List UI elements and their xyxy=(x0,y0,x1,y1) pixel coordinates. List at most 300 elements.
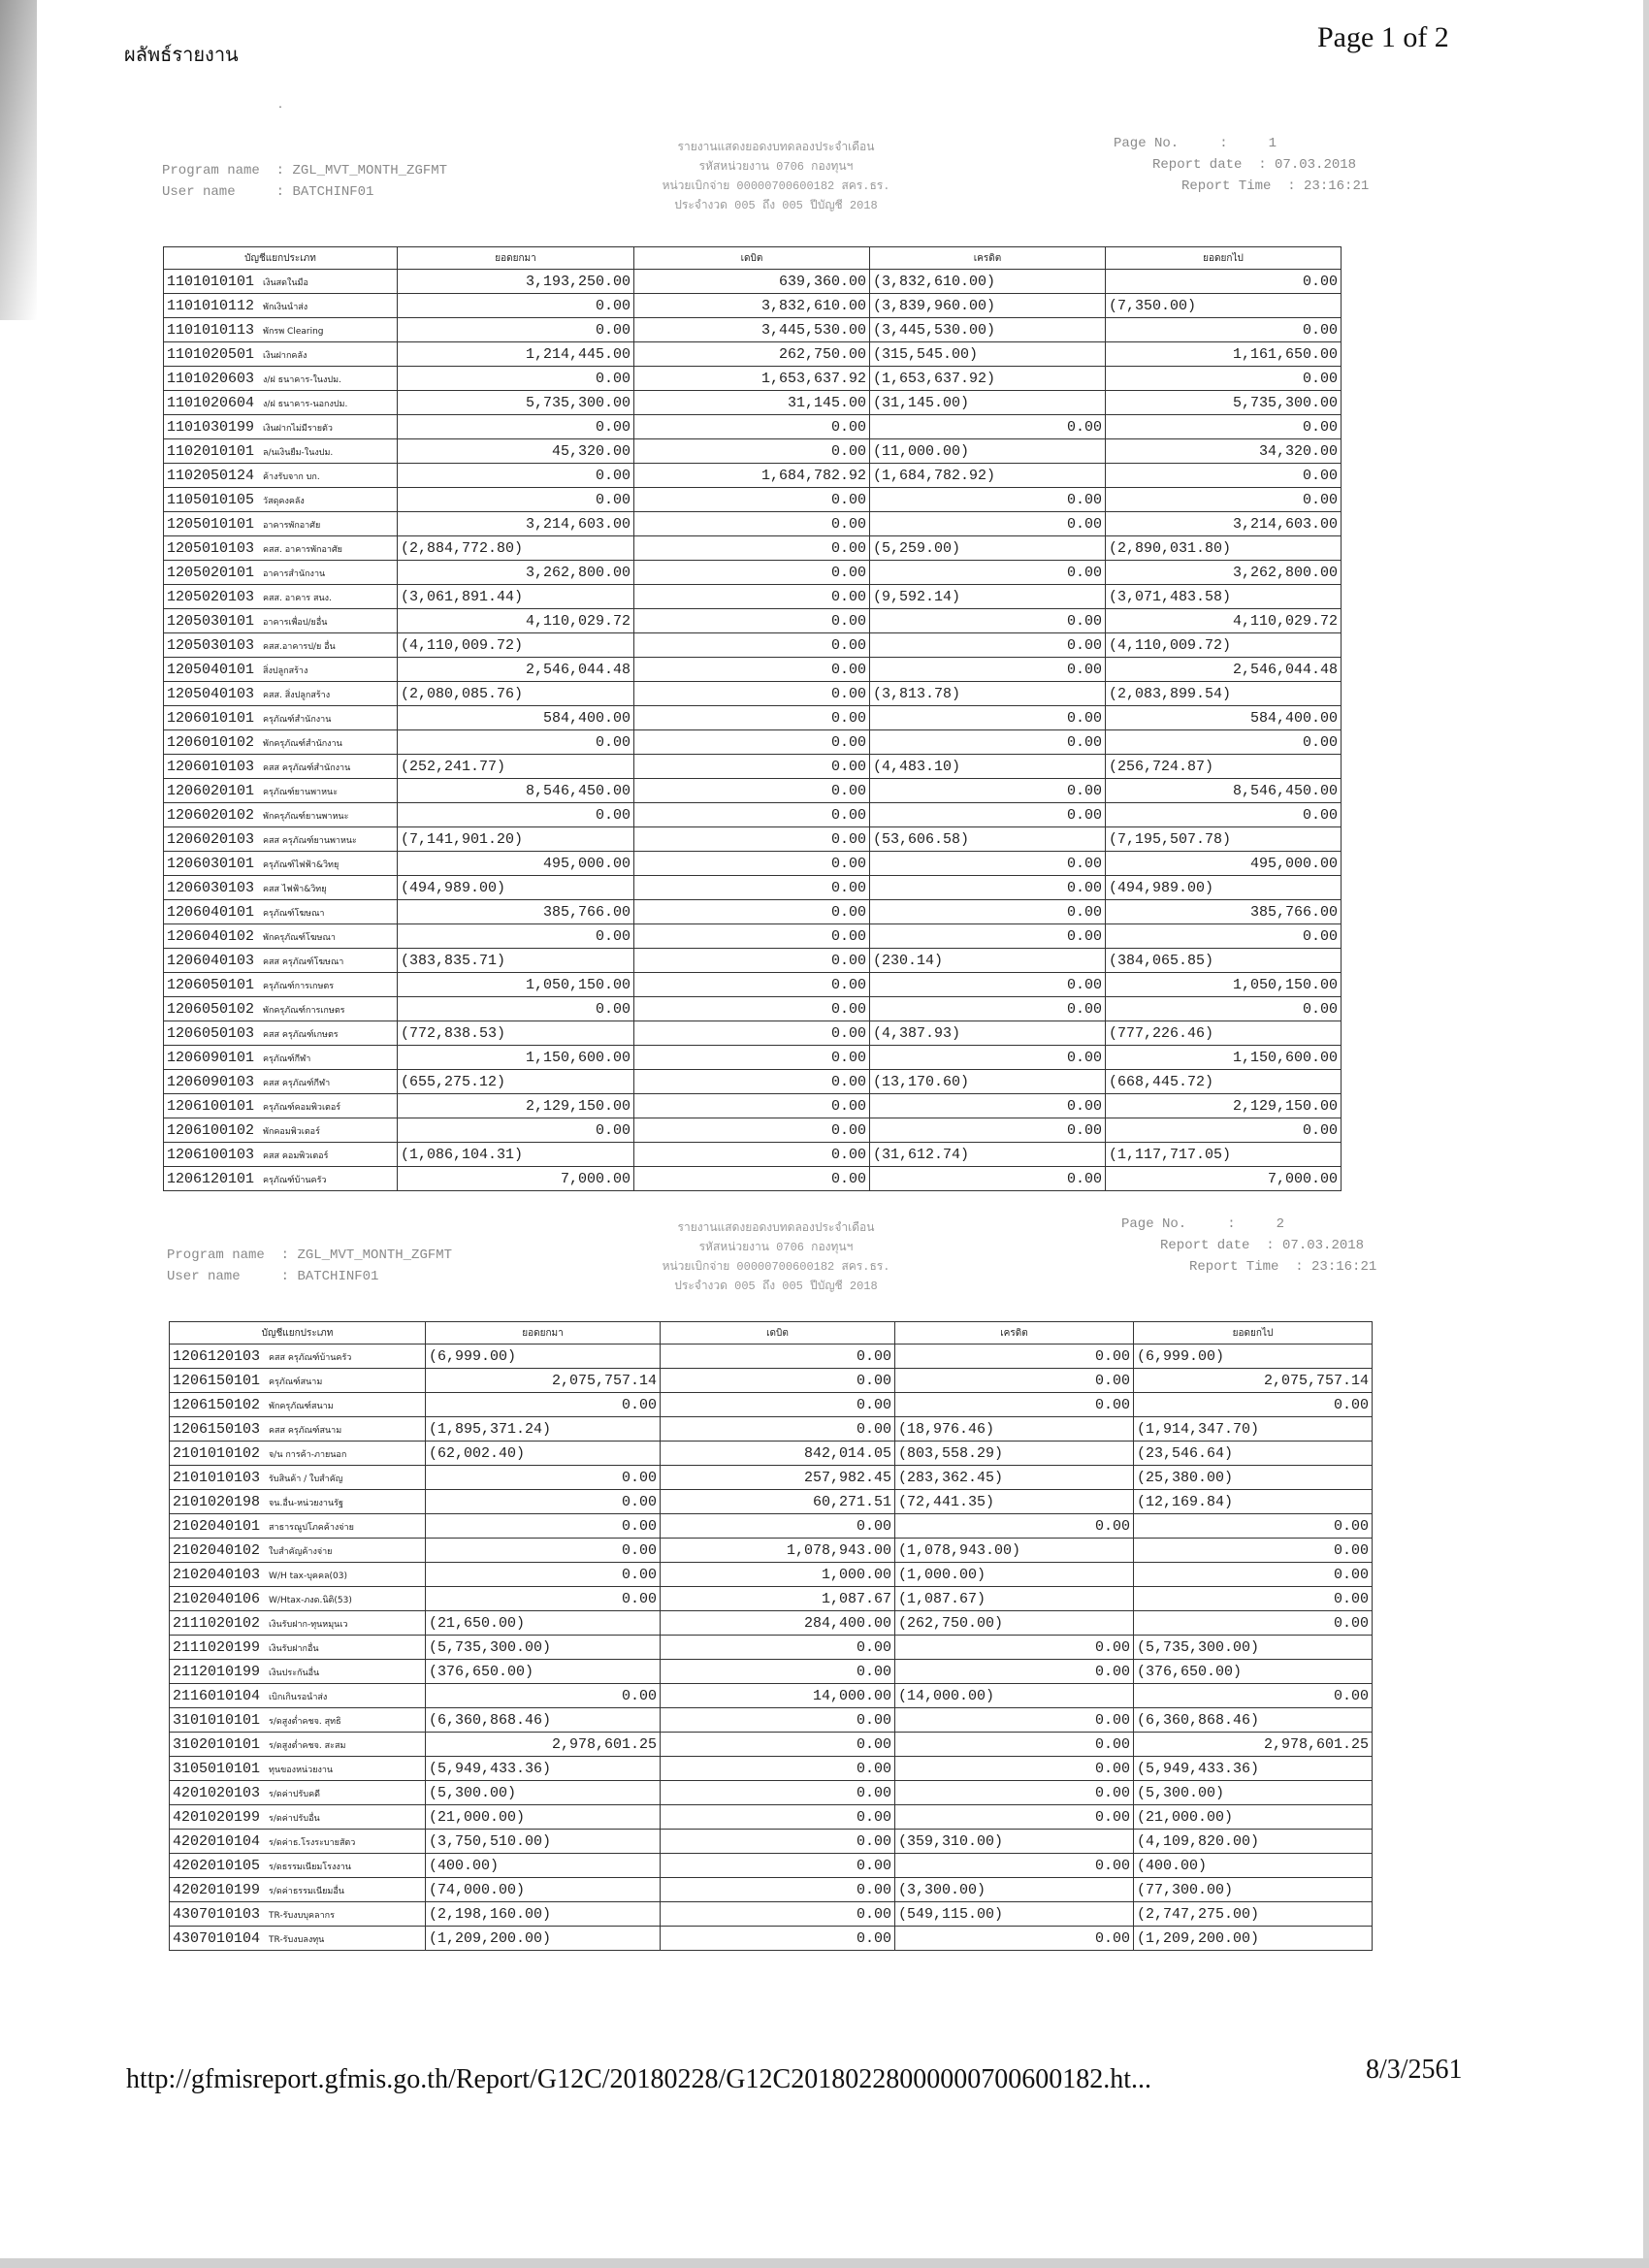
cell-brought-forward: 3,193,250.00 xyxy=(398,270,634,294)
cell-debit: 60,271.51 xyxy=(661,1490,895,1514)
scan-bottom-edge xyxy=(0,2258,1649,2268)
account-name: พักครุภัณฑ์โฆษณา xyxy=(263,932,336,943)
table-row xyxy=(170,1830,1373,1854)
table-row xyxy=(164,585,1342,609)
cell-brought-forward: (383,835.71) xyxy=(398,949,634,973)
cell-debit: 0.00 xyxy=(634,1167,870,1191)
account-name: W/H tax-บุคคล(03) xyxy=(269,1571,347,1581)
cell-carried-forward: (384,065.85) xyxy=(1106,949,1342,973)
ledger-table-1-body xyxy=(164,270,1342,1191)
cell-account xyxy=(170,1660,426,1684)
account-name: พักเงินนำส่ง xyxy=(263,302,308,312)
cell-brought-forward: 0.00 xyxy=(398,730,634,755)
table-row xyxy=(170,1442,1373,1466)
cell-carried-forward: 5,735,300.00 xyxy=(1106,391,1342,415)
cell-credit: (53,606.58) xyxy=(870,827,1106,852)
report-date-value: 07.03.2018 xyxy=(1282,1238,1365,1253)
cell-credit: 0.00 xyxy=(870,924,1106,949)
cell-debit: 0.00 xyxy=(661,1660,895,1684)
account-name: ร/ดค่าธ.โรงระบายสัตว xyxy=(269,1837,356,1848)
table-row xyxy=(170,1369,1373,1393)
account-name: W/Htax-ภงด.นิติ(53) xyxy=(269,1595,352,1605)
col-header-account: บัญชีแยกประเภท xyxy=(164,247,398,270)
cell-debit: 0.00 xyxy=(634,852,870,876)
table-row xyxy=(170,1539,1373,1563)
cell-credit: (4,483.10) xyxy=(870,755,1106,779)
table-row xyxy=(164,779,1342,803)
account-code: 4202010105 xyxy=(173,1857,261,1874)
table-row xyxy=(164,609,1342,633)
ledger-table-1 xyxy=(163,246,1342,1191)
cell-debit: 0.00 xyxy=(634,512,870,536)
account-code: 1206040103 xyxy=(167,952,255,969)
table-row xyxy=(170,1660,1373,1684)
table-row xyxy=(164,852,1342,876)
page-title: ผลัพธ์รายงาน xyxy=(124,43,239,66)
cell-account xyxy=(164,1167,398,1191)
account-name: คสส คอมพิวเตอร์ xyxy=(263,1150,329,1161)
account-name: เบิกเกินรอนำส่ง xyxy=(269,1692,328,1702)
cell-brought-forward: 0.00 xyxy=(398,294,634,318)
cell-credit: 0.00 xyxy=(870,512,1106,536)
account-name: จน.อื่น-หน่วยงานรัฐ xyxy=(269,1498,343,1508)
cell-credit: (31,145.00) xyxy=(870,391,1106,415)
table-row xyxy=(164,1143,1342,1167)
cell-carried-forward: 0.00 xyxy=(1106,270,1342,294)
cell-debit: 0.00 xyxy=(634,755,870,779)
account-name: เงินรับฝาก-ทุนหมุนเว xyxy=(269,1619,348,1630)
cell-brought-forward: 0.00 xyxy=(398,318,634,342)
cell-account xyxy=(170,1369,426,1393)
cell-brought-forward: 45,320.00 xyxy=(398,439,634,464)
cell-brought-forward: 1,150,600.00 xyxy=(398,1046,634,1070)
cell-account xyxy=(170,1539,426,1563)
account-name: คสส. อาคารพักอาศัย xyxy=(263,544,342,555)
cell-carried-forward: 0.00 xyxy=(1134,1539,1373,1563)
account-code: 1205010101 xyxy=(167,515,255,533)
account-code: 1205030103 xyxy=(167,636,255,654)
user-name-value: BATCHINF01 xyxy=(292,184,374,200)
cell-carried-forward: (7,350.00) xyxy=(1106,294,1342,318)
cell-credit: (1,653,637.92) xyxy=(870,367,1106,391)
cell-brought-forward: (5,300.00) xyxy=(426,1781,661,1805)
table-row xyxy=(170,1587,1373,1611)
cell-debit: 1,653,637.92 xyxy=(634,367,870,391)
account-code: 1206020101 xyxy=(167,782,255,799)
table-row xyxy=(164,391,1342,415)
account-name: อาคารสำนักงาน xyxy=(263,568,326,579)
account-code: 1105010105 xyxy=(167,491,255,508)
account-code: 2101010102 xyxy=(173,1444,261,1462)
cell-carried-forward: (494,989.00) xyxy=(1106,876,1342,900)
table-row xyxy=(164,536,1342,561)
cell-debit: 0.00 xyxy=(634,658,870,682)
cell-brought-forward: (2,080,085.76) xyxy=(398,682,634,706)
cell-brought-forward: 1,214,445.00 xyxy=(398,342,634,367)
cell-brought-forward: 584,400.00 xyxy=(398,706,634,730)
cell-debit: 1,684,782.92 xyxy=(634,464,870,488)
cell-brought-forward: 0.00 xyxy=(398,924,634,949)
table-row xyxy=(164,827,1342,852)
account-code: 1206010101 xyxy=(167,709,255,727)
cell-credit: 0.00 xyxy=(895,1733,1134,1757)
table-row xyxy=(164,949,1342,973)
account-name: คสส ครุภัณฑ์ยานพาหนะ xyxy=(263,835,357,846)
account-name: คสส ครุภัณฑ์กีฬา xyxy=(263,1078,331,1088)
cell-debit: 0.00 xyxy=(634,1021,870,1046)
account-name: ใบสำคัญค้างจ่าย xyxy=(269,1546,333,1557)
cell-brought-forward: 2,075,757.14 xyxy=(426,1369,661,1393)
cell-account xyxy=(164,561,398,585)
cell-brought-forward: (2,884,772.80) xyxy=(398,536,634,561)
table-row xyxy=(170,1902,1373,1927)
report1-center-line: รหัสหน่วยงาน 0706 กองทุนฯ xyxy=(698,160,854,174)
cell-account xyxy=(164,827,398,852)
cell-account xyxy=(164,318,398,342)
cell-debit: 1,087.67 xyxy=(661,1587,895,1611)
cell-account xyxy=(170,1345,426,1369)
cell-account xyxy=(170,1878,426,1902)
account-code: 1206020103 xyxy=(167,830,255,848)
cell-carried-forward: 1,161,650.00 xyxy=(1106,342,1342,367)
cell-brought-forward: 0.00 xyxy=(398,997,634,1021)
cell-brought-forward: 0.00 xyxy=(426,1563,661,1587)
table-row xyxy=(164,803,1342,827)
cell-carried-forward: (1,117,717.05) xyxy=(1106,1143,1342,1167)
cell-credit: (14,000.00) xyxy=(895,1684,1134,1708)
cell-credit: (3,839,960.00) xyxy=(870,294,1106,318)
cell-credit: 0.00 xyxy=(870,706,1106,730)
account-code: 4307010104 xyxy=(173,1929,261,1947)
cell-carried-forward: 2,978,601.25 xyxy=(1134,1733,1373,1757)
table-row xyxy=(164,512,1342,536)
cell-debit: 0.00 xyxy=(634,900,870,924)
table-row xyxy=(164,658,1342,682)
cell-brought-forward: 385,766.00 xyxy=(398,900,634,924)
cell-account xyxy=(170,1514,426,1539)
account-name: พักคอมพิวเตอร์ xyxy=(263,1126,320,1137)
cell-credit: (262,750.00) xyxy=(895,1611,1134,1636)
report1-date-line xyxy=(1152,155,1356,176)
account-code: 2102040106 xyxy=(173,1590,261,1607)
cell-debit: 257,982.45 xyxy=(661,1466,895,1490)
account-name: รับสินค้า / ใบสำคัญ xyxy=(269,1474,343,1484)
cell-credit: 0.00 xyxy=(870,1094,1106,1118)
col-header-debit: เดบิต xyxy=(661,1322,895,1345)
table-row xyxy=(164,730,1342,755)
cell-debit: 1,000.00 xyxy=(661,1563,895,1587)
cell-credit: (230.14) xyxy=(870,949,1106,973)
footer-url: http://gfmisreport.gfmis.go.th/Report/G12C/20180228/G12C20180228000000700600182.ht... xyxy=(126,2064,1151,2094)
cell-carried-forward: (3,071,483.58) xyxy=(1106,585,1342,609)
account-name: ค้างรับจาก บก. xyxy=(263,471,320,482)
table-row xyxy=(170,1854,1373,1878)
cell-carried-forward: 0.00 xyxy=(1134,1393,1373,1417)
account-code: 1206150103 xyxy=(173,1420,261,1438)
report1-center-line: ประจำงวด 005 ถึง 005 ปีบัญชี 2018 xyxy=(674,199,878,212)
cell-account xyxy=(170,1708,426,1733)
cell-credit: 0.00 xyxy=(870,973,1106,997)
cell-brought-forward: (2,198,160.00) xyxy=(426,1902,661,1927)
cell-brought-forward: (1,086,104.31) xyxy=(398,1143,634,1167)
cell-credit: 0.00 xyxy=(870,852,1106,876)
cell-credit: 0.00 xyxy=(870,561,1106,585)
cell-carried-forward: (5,949,433.36) xyxy=(1134,1757,1373,1781)
cell-credit: 0.00 xyxy=(895,1345,1134,1369)
cell-carried-forward: 1,150,600.00 xyxy=(1106,1046,1342,1070)
account-name: ร/ดธรรมเนียมโรงงาน xyxy=(269,1862,351,1872)
cell-brought-forward: (655,275.12) xyxy=(398,1070,634,1094)
cell-carried-forward: 0.00 xyxy=(1134,1587,1373,1611)
cell-debit: 0.00 xyxy=(634,779,870,803)
account-code: 1101030199 xyxy=(167,418,255,436)
report1-user-line xyxy=(162,182,373,203)
account-code: 1206040101 xyxy=(167,903,255,921)
account-name: ร/ดค่าปรับคดี xyxy=(269,1789,320,1799)
cell-carried-forward: (6,360,868.46) xyxy=(1134,1708,1373,1733)
cell-debit: 0.00 xyxy=(661,1902,895,1927)
cell-brought-forward: 0.00 xyxy=(426,1587,661,1611)
cell-brought-forward: (5,735,300.00) xyxy=(426,1636,661,1660)
cell-debit: 1,078,943.00 xyxy=(661,1539,895,1563)
cell-carried-forward: 3,262,800.00 xyxy=(1106,561,1342,585)
account-code: 1102010101 xyxy=(167,442,255,460)
cell-credit: (359,310.00) xyxy=(895,1830,1134,1854)
account-code: 2102040103 xyxy=(173,1566,261,1583)
table-row xyxy=(164,439,1342,464)
account-name: คสส ครุภัณฑ์บ้านครัว xyxy=(269,1352,352,1363)
cell-carried-forward: 0.00 xyxy=(1134,1514,1373,1539)
cell-debit: 0.00 xyxy=(634,585,870,609)
report-date-label: Report date : xyxy=(1152,157,1267,173)
cell-brought-forward: 2,129,150.00 xyxy=(398,1094,634,1118)
cell-carried-forward: 7,000.00 xyxy=(1106,1167,1342,1191)
cell-carried-forward: 0.00 xyxy=(1106,924,1342,949)
account-code: 1206030103 xyxy=(167,879,255,896)
account-code: 1206040102 xyxy=(167,927,255,945)
account-code: 1206050102 xyxy=(167,1000,255,1018)
table-row xyxy=(170,1684,1373,1708)
account-code: 1206120101 xyxy=(167,1170,255,1187)
account-code: 1206090101 xyxy=(167,1049,255,1066)
cell-account xyxy=(164,1118,398,1143)
report-time-value: 23:16:21 xyxy=(1304,178,1370,194)
cell-debit: 0.00 xyxy=(634,1094,870,1118)
account-code: 2101010103 xyxy=(173,1469,261,1486)
cell-account xyxy=(164,488,398,512)
cell-debit: 0.00 xyxy=(634,973,870,997)
account-name: ครุภัณฑ์กีฬา xyxy=(263,1053,311,1064)
cell-brought-forward: (21,650.00) xyxy=(426,1611,661,1636)
account-code: 4202010199 xyxy=(173,1881,261,1898)
cell-carried-forward: 4,110,029.72 xyxy=(1106,609,1342,633)
report1-program-line xyxy=(162,161,447,181)
account-code: 1101020604 xyxy=(167,394,255,411)
cell-carried-forward: (1,209,200.00) xyxy=(1134,1927,1373,1951)
cell-carried-forward: 8,546,450.00 xyxy=(1106,779,1342,803)
cell-brought-forward: 0.00 xyxy=(426,1514,661,1539)
cell-debit: 0.00 xyxy=(661,1733,895,1757)
cell-account xyxy=(164,1046,398,1070)
cell-brought-forward: (21,000.00) xyxy=(426,1805,661,1830)
cell-debit: 842,014.05 xyxy=(661,1442,895,1466)
cell-debit: 284,400.00 xyxy=(661,1611,895,1636)
cell-credit: (3,813.78) xyxy=(870,682,1106,706)
account-code: 1101020603 xyxy=(167,370,255,387)
cell-debit: 0.00 xyxy=(661,1878,895,1902)
account-name: ครุภัณฑ์ไฟฟ้า&วิทยุ xyxy=(263,859,340,870)
cell-credit: 0.00 xyxy=(870,779,1106,803)
cell-carried-forward: 0.00 xyxy=(1106,1118,1342,1143)
cell-debit: 0.00 xyxy=(661,1417,895,1442)
cell-credit: (803,558.29) xyxy=(895,1442,1134,1466)
cell-carried-forward: 495,000.00 xyxy=(1106,852,1342,876)
table-row xyxy=(170,1490,1373,1514)
cell-credit: (72,441.35) xyxy=(895,1490,1134,1514)
table-row xyxy=(164,755,1342,779)
table-row xyxy=(164,342,1342,367)
cell-carried-forward: (5,735,300.00) xyxy=(1134,1636,1373,1660)
cell-credit: (5,259.00) xyxy=(870,536,1106,561)
cell-credit: 0.00 xyxy=(895,1636,1134,1660)
table-row xyxy=(170,1733,1373,1757)
cell-account xyxy=(170,1563,426,1587)
account-code: 3105010101 xyxy=(173,1760,261,1777)
report1-time-line xyxy=(1181,177,1369,197)
cell-debit: 0.00 xyxy=(634,706,870,730)
table-row xyxy=(170,1781,1373,1805)
table-row xyxy=(164,633,1342,658)
cell-account xyxy=(170,1854,426,1878)
cell-debit: 0.00 xyxy=(634,1143,870,1167)
cell-carried-forward: (4,110,009.72) xyxy=(1106,633,1342,658)
cell-account xyxy=(170,1757,426,1781)
col-header-debit: เดบิต xyxy=(634,247,870,270)
cell-carried-forward: 584,400.00 xyxy=(1106,706,1342,730)
account-name: คสส ครุภัณฑ์สนาม xyxy=(269,1425,342,1436)
cell-debit: 0.00 xyxy=(661,1757,895,1781)
cell-carried-forward: 0.00 xyxy=(1106,318,1342,342)
account-code: 2111020199 xyxy=(173,1638,261,1656)
cell-brought-forward: 7,000.00 xyxy=(398,1167,634,1191)
cell-brought-forward: 2,978,601.25 xyxy=(426,1733,661,1757)
cell-credit: (1,078,943.00) xyxy=(895,1539,1134,1563)
cell-debit: 0.00 xyxy=(661,1830,895,1854)
cell-debit: 0.00 xyxy=(634,682,870,706)
cell-brought-forward: 0.00 xyxy=(426,1684,661,1708)
cell-brought-forward: (1,895,371.24) xyxy=(426,1417,661,1442)
account-name: ครุภัณฑ์ยานพาหนะ xyxy=(263,787,339,797)
cell-account xyxy=(164,1070,398,1094)
cell-carried-forward: 2,075,757.14 xyxy=(1134,1369,1373,1393)
account-name: พักครุภัณฑ์การเกษตร xyxy=(263,1005,345,1016)
table-row xyxy=(164,367,1342,391)
scan-dot: · xyxy=(277,103,284,113)
cell-account xyxy=(164,852,398,876)
cell-debit: 262,750.00 xyxy=(634,342,870,367)
report2-center-line: รหัสหน่วยงาน 0706 กองทุนฯ xyxy=(698,1241,854,1254)
cell-brought-forward: 0.00 xyxy=(398,464,634,488)
account-code: 1205040101 xyxy=(167,661,255,678)
cell-brought-forward: (3,750,510.00) xyxy=(426,1830,661,1854)
user-name-label: User name : xyxy=(162,184,285,200)
cell-carried-forward: (400.00) xyxy=(1134,1854,1373,1878)
account-code: 3101010101 xyxy=(173,1711,261,1729)
account-name: ครุภัณฑ์การเกษตร xyxy=(263,981,335,991)
account-code: 1206010102 xyxy=(167,733,255,751)
cell-carried-forward: (2,747,275.00) xyxy=(1134,1902,1373,1927)
table-row xyxy=(170,1563,1373,1587)
account-code: 1205030101 xyxy=(167,612,255,630)
cell-carried-forward: 0.00 xyxy=(1134,1563,1373,1587)
cell-carried-forward: (25,380.00) xyxy=(1134,1466,1373,1490)
cell-debit: 0.00 xyxy=(661,1636,895,1660)
report2-center-block xyxy=(601,1218,951,1296)
report2-page-no-line xyxy=(1121,1215,1284,1235)
cell-account xyxy=(170,1805,426,1830)
account-code: 1206150101 xyxy=(173,1372,261,1389)
ledger-table-2-body xyxy=(170,1345,1373,1951)
cell-carried-forward: (668,445.72) xyxy=(1106,1070,1342,1094)
report2-center-line: หน่วยเบิกจ่าย 00000700600182 สคร.ธร. xyxy=(662,1260,890,1274)
cell-debit: 0.00 xyxy=(634,488,870,512)
scan-edge xyxy=(1643,0,1649,2268)
cell-brought-forward: 4,110,029.72 xyxy=(398,609,634,633)
footer-date: 8/3/2561 xyxy=(1366,2055,1463,2085)
table-row xyxy=(170,1417,1373,1442)
cell-brought-forward: 8,546,450.00 xyxy=(398,779,634,803)
cell-brought-forward: (772,838.53) xyxy=(398,1021,634,1046)
cell-brought-forward: 0.00 xyxy=(426,1490,661,1514)
table-row xyxy=(170,1393,1373,1417)
account-name: คสส ครุภัณฑ์เกษตร xyxy=(263,1029,339,1040)
cell-account xyxy=(164,415,398,439)
report1-center-line: รายงานแสดงยอดงบทดลองประจำเดือน xyxy=(677,141,875,154)
account-code: 1101010101 xyxy=(167,273,255,290)
cell-account xyxy=(164,779,398,803)
cell-carried-forward: 2,129,150.00 xyxy=(1106,1094,1342,1118)
cell-brought-forward: 0.00 xyxy=(426,1393,661,1417)
cell-account xyxy=(170,1902,426,1927)
cell-account xyxy=(164,876,398,900)
account-code: 1101010113 xyxy=(167,321,255,339)
account-code: 1101020501 xyxy=(167,345,255,363)
cell-debit: 0.00 xyxy=(634,803,870,827)
cell-debit: 0.00 xyxy=(634,876,870,900)
table-row xyxy=(170,1927,1373,1951)
cell-brought-forward: (3,061,891.44) xyxy=(398,585,634,609)
table-row xyxy=(164,876,1342,900)
account-code: 1206090103 xyxy=(167,1073,255,1090)
cell-debit: 0.00 xyxy=(661,1854,895,1878)
table-row xyxy=(170,1466,1373,1490)
cell-debit: 0.00 xyxy=(634,1046,870,1070)
report-date-label: Report date : xyxy=(1160,1238,1275,1253)
table-row xyxy=(164,318,1342,342)
user-name-value: BATCHINF01 xyxy=(297,1269,379,1284)
cell-carried-forward: 385,766.00 xyxy=(1106,900,1342,924)
account-name: เงินประกันอื่น xyxy=(269,1668,320,1678)
account-code: 2102040102 xyxy=(173,1541,261,1559)
cell-carried-forward: (777,226.46) xyxy=(1106,1021,1342,1046)
account-name: พักครุภัณฑ์สำนักงาน xyxy=(263,738,342,749)
cell-credit: (3,832,610.00) xyxy=(870,270,1106,294)
page-no-label: Page No. : xyxy=(1121,1216,1236,1232)
ledger-table-2-head xyxy=(170,1322,1373,1345)
cell-credit: 0.00 xyxy=(895,1927,1134,1951)
cell-brought-forward: 2,546,044.48 xyxy=(398,658,634,682)
report-time-value: 23:16:21 xyxy=(1311,1259,1377,1275)
